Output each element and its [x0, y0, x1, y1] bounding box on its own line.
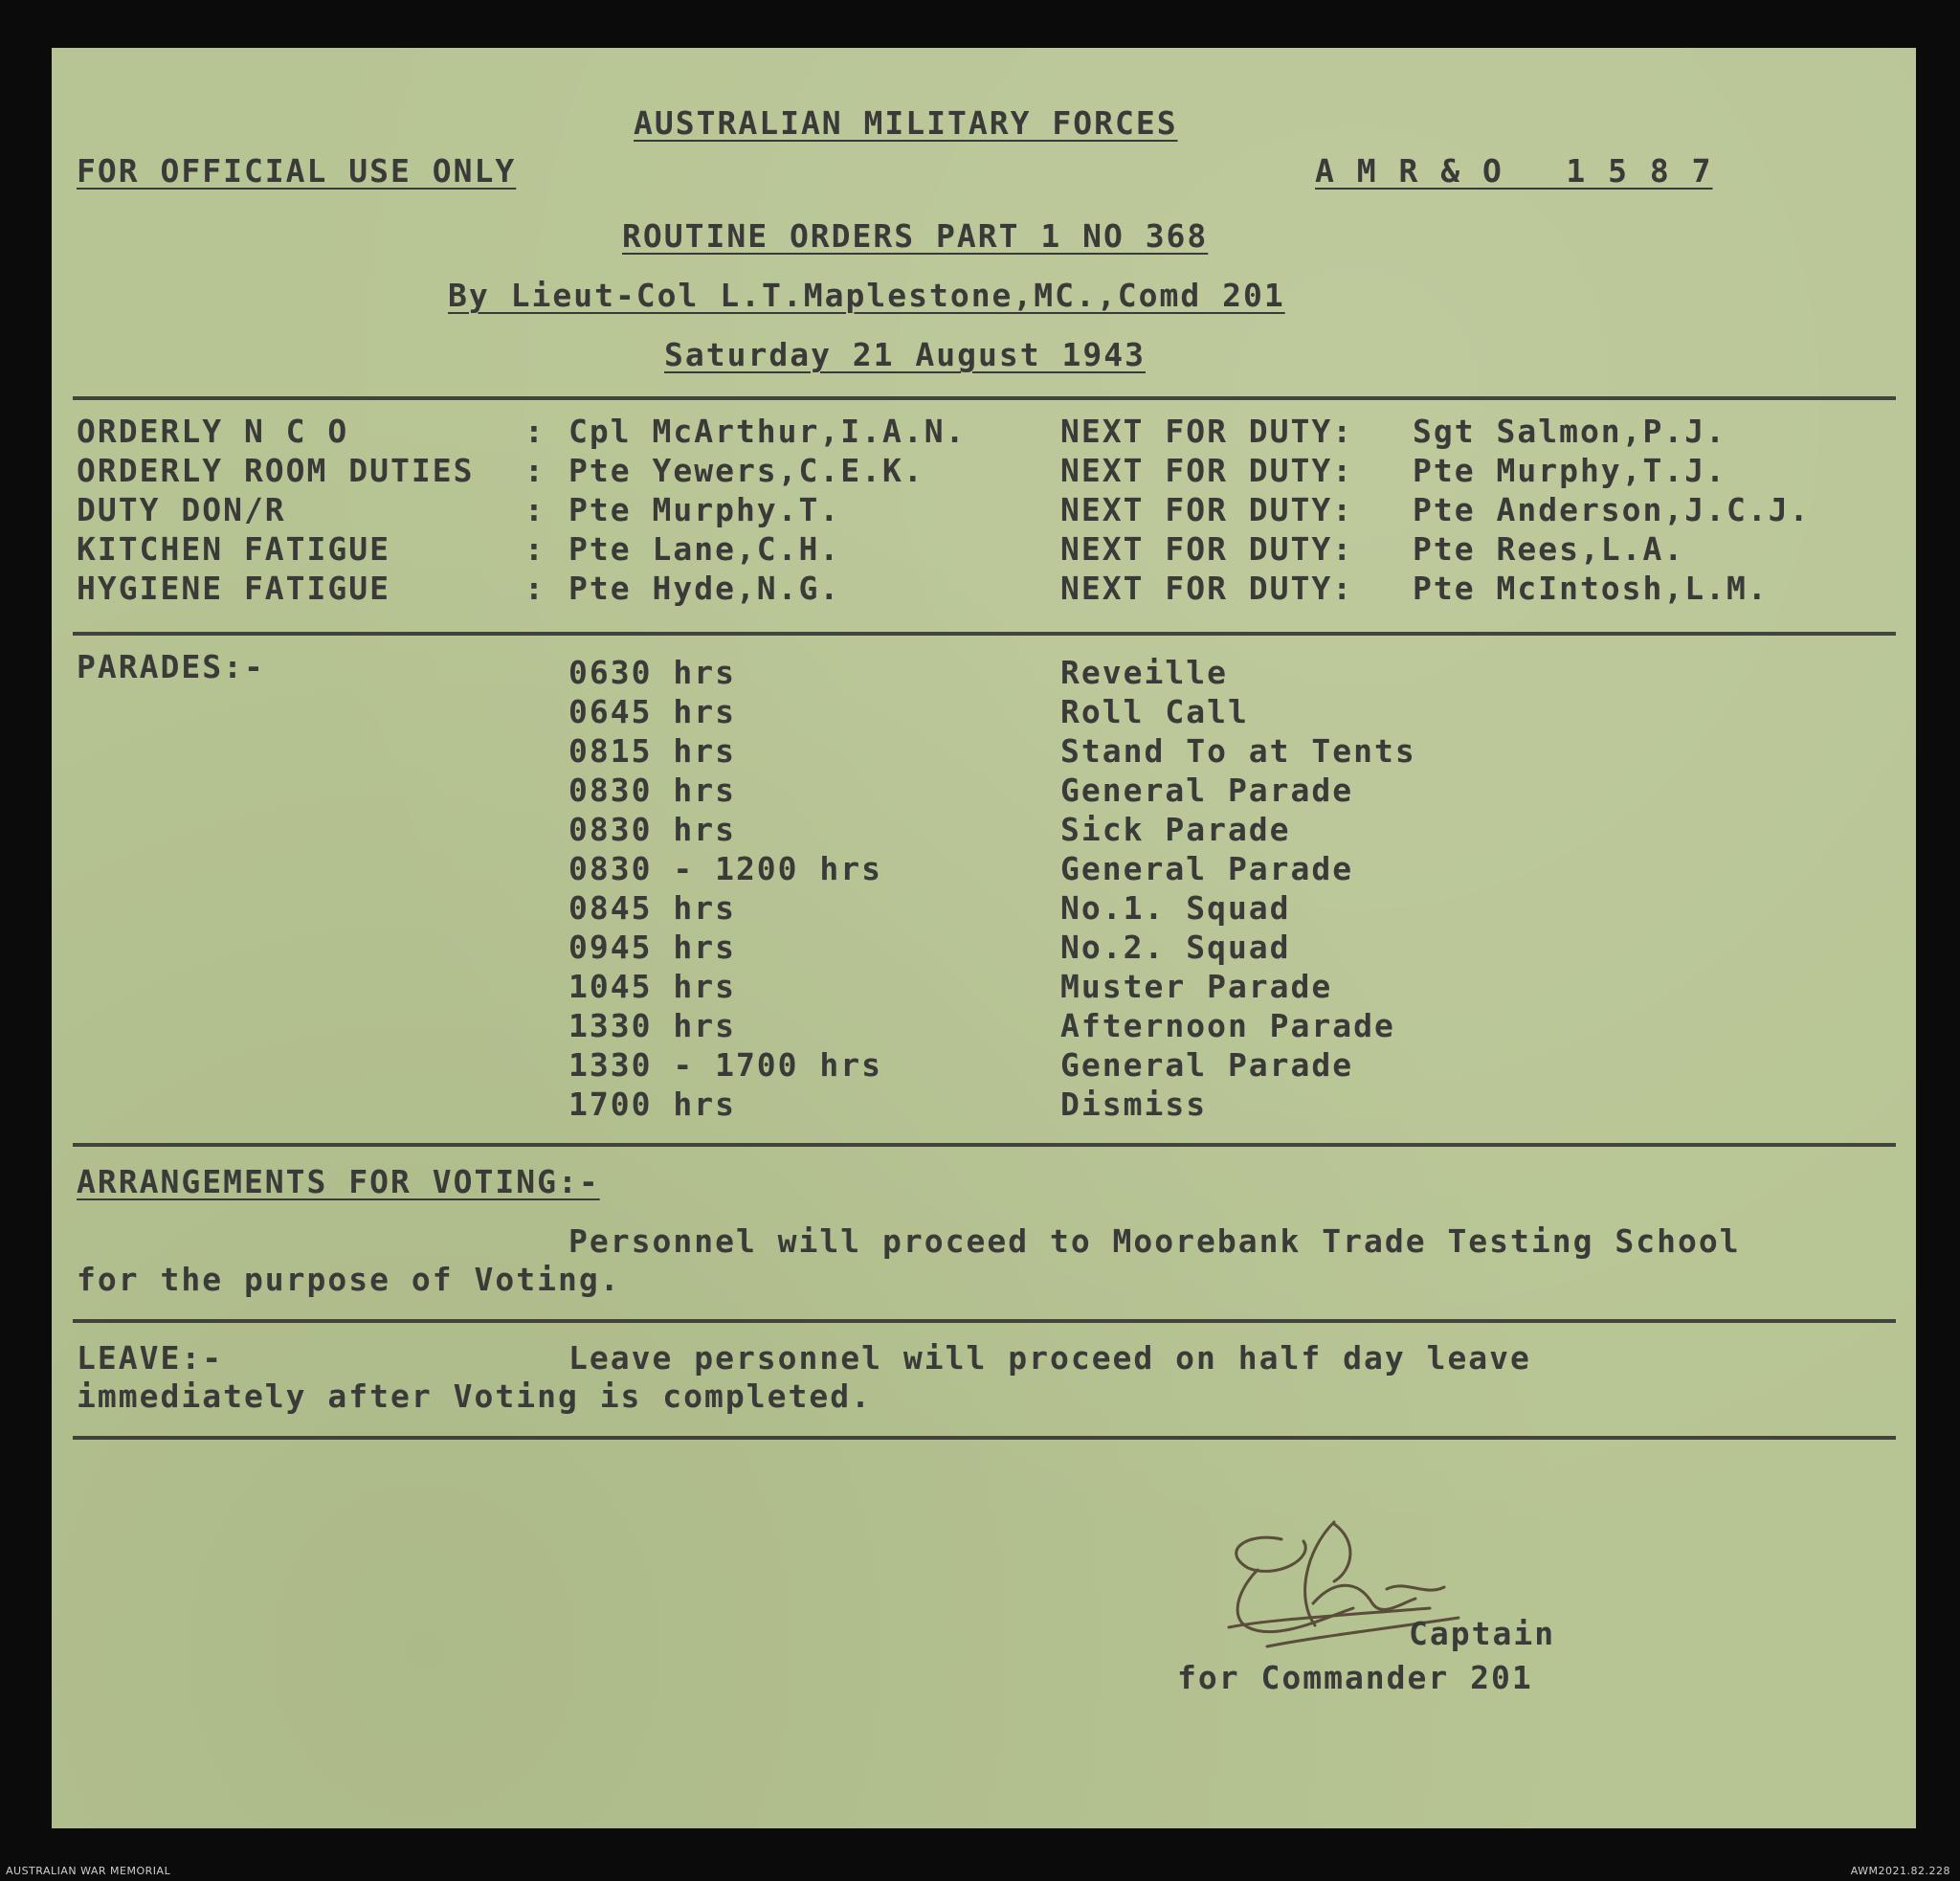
order-reference: A M R & O 1 5 8 7 [1315, 152, 1713, 190]
parade-row [52, 850, 1916, 891]
duty-row [52, 452, 1916, 493]
parade-row [52, 1046, 1916, 1087]
next-duty-label: NEXT FOR DUTY: [1060, 413, 1354, 450]
duty-role: KITCHEN FATIGUE [77, 530, 391, 568]
duty-separator: : [524, 413, 546, 450]
next-duty-assignee: Pte Rees,L.A. [1413, 530, 1685, 568]
parade-event: Stand To at Tents [1060, 732, 1416, 770]
parade-event: Roll Call [1060, 693, 1249, 730]
parade-time: 1045 hrs [568, 968, 736, 1005]
next-duty-label: NEXT FOR DUTY: [1060, 570, 1354, 607]
parade-time: 1330 hrs [568, 1007, 736, 1044]
duty-assignee: Pte Lane,C.H. [568, 530, 841, 568]
next-duty-label: NEXT FOR DUTY: [1060, 491, 1354, 528]
parade-time: 0815 hrs [568, 732, 736, 770]
duty-assignee: Cpl McArthur,I.A.N. [568, 413, 967, 450]
next-duty-assignee: Pte Murphy,T.J. [1413, 452, 1727, 489]
divider-4 [73, 1319, 1896, 1323]
parade-event: No.1. Squad [1060, 889, 1291, 927]
parade-time: 0945 hrs [568, 929, 736, 966]
duty-role: DUTY DON/R [77, 491, 286, 528]
parade-row [52, 693, 1916, 734]
parade-time: 1700 hrs [568, 1086, 736, 1123]
next-duty-assignee: Pte Anderson,J.C.J. [1413, 491, 1811, 528]
parade-row [52, 889, 1916, 930]
archive-reference: AWM2021.82.228 [1850, 1865, 1950, 1877]
signatory-for-line: for Commander 201 [1177, 1659, 1533, 1696]
parade-row [52, 774, 1916, 813]
parade-time: 0830 - 1200 hrs [568, 850, 883, 887]
parade-time: 0830 hrs [568, 811, 736, 848]
parade-time: 1330 - 1700 hrs [568, 1046, 883, 1084]
parade-time: 0630 hrs [568, 654, 736, 691]
next-duty-assignee: Sgt Salmon,P.J. [1413, 413, 1727, 450]
voting-text-line-2: for the purpose of Voting. [77, 1261, 621, 1298]
next-duty-assignee: Pte McIntosh,L.M. [1413, 570, 1769, 607]
issued-by-line: By Lieut-Col L.T.Maplestone,MC.,Comd 201 [448, 277, 1285, 314]
duty-assignee: Pte Hyde,N.G. [568, 570, 841, 607]
parade-event: Sick Parade [1060, 811, 1291, 848]
parade-row [52, 732, 1916, 773]
parade-event: Reveille [1060, 654, 1228, 691]
leave-text-line-2: immediately after Voting is completed. [77, 1377, 872, 1415]
signatory-rank: Captain [1409, 1615, 1556, 1652]
parade-time: 0845 hrs [568, 889, 736, 927]
voting-text-line-1: Personnel will proceed to Moorebank Trade Testing School [568, 1222, 1741, 1260]
duty-separator: : [524, 530, 546, 568]
parade-time: 0830 hrs [568, 772, 736, 809]
duty-assignee: Pte Yewers,C.E.K. [568, 452, 924, 489]
parade-row [52, 1007, 1916, 1048]
duty-row [52, 572, 1916, 611]
duty-separator: : [524, 570, 546, 607]
divider-5 [73, 1436, 1896, 1440]
duty-row [52, 491, 1916, 532]
order-date: Saturday 21 August 1943 [664, 336, 1146, 373]
divider-3 [73, 1143, 1896, 1147]
divider-2 [73, 632, 1896, 636]
voting-heading: ARRANGEMENTS FOR VOTING:- [77, 1163, 600, 1200]
parade-event: Afternoon Parade [1060, 1007, 1395, 1044]
duty-role: ORDERLY ROOM DUTIES [77, 452, 475, 489]
parade-row [52, 811, 1916, 852]
archive-credit: AUSTRALIAN WAR MEMORIAL [6, 1865, 171, 1877]
duty-assignee: Pte Murphy.T. [568, 491, 841, 528]
parades-label: PARADES:- [77, 648, 265, 685]
parade-row [52, 1088, 1916, 1127]
leave-label: LEAVE:- [77, 1339, 224, 1377]
parade-event: General Parade [1060, 1046, 1354, 1084]
parade-row [52, 968, 1916, 1009]
parade-event: Muster Parade [1060, 968, 1333, 1005]
orders-title: ROUTINE ORDERS PART 1 NO 368 [622, 217, 1209, 255]
divider-1 [73, 396, 1896, 400]
duty-separator: : [524, 491, 546, 528]
duty-role: HYGIENE FATIGUE [77, 570, 391, 607]
parade-event: No.2. Squad [1060, 929, 1291, 966]
parade-event: General Parade [1060, 772, 1354, 809]
parade-event: Dismiss [1060, 1086, 1208, 1123]
leave-text-line-1: Leave personnel will proceed on half day leave [568, 1339, 1531, 1377]
duty-separator: : [524, 452, 546, 489]
parade-event: General Parade [1060, 850, 1354, 887]
duty-role: ORDERLY N C O [77, 413, 349, 450]
document-page [52, 48, 1916, 1828]
duty-row [52, 530, 1916, 571]
parade-time: 0645 hrs [568, 693, 736, 730]
parade-row [52, 654, 1916, 695]
document-title: AUSTRALIAN MILITARY FORCES [634, 104, 1178, 142]
next-duty-label: NEXT FOR DUTY: [1060, 452, 1354, 489]
duty-row [52, 415, 1916, 454]
classification-label: FOR OFFICIAL USE ONLY [77, 152, 517, 190]
next-duty-label: NEXT FOR DUTY: [1060, 530, 1354, 568]
parade-row [52, 931, 1916, 970]
